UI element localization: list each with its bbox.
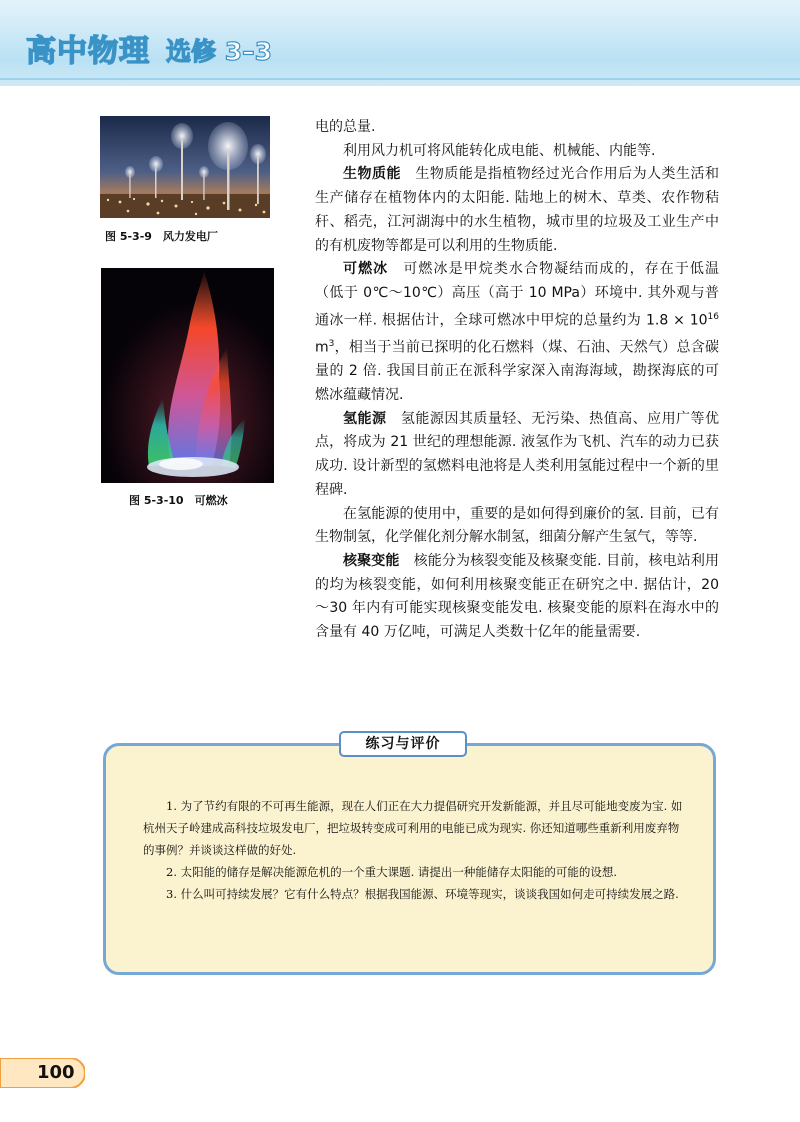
paragraph-biomass: 生物质能 生物质能是指植物经过光合作用后为人类生活和生产储存在植物体内的太阳能. 陆地上的树木、草类、农作物秸秆、稻壳，江河湖海中的水生植物，城市里的垃圾及工业生产中的有机废物等都是可以利用的生物质能.: [315, 166, 720, 254]
paragraph-fusion: 核聚变能 核能分为核裂变能及核聚变能. 目前，核电站利用的均为核裂变能，如何利用核聚变能正在研究之中. 据估计，20～30 年内有可能实现核聚变能发电. 核聚变能的原料在海水中的含量有 40 万亿吨，可满足人类数十亿年的能量需要.: [315, 552, 720, 641]
header-divider: [0, 78, 800, 80]
exercise-item: 3. 什么叫可持续发展？它有什么特点？根据我国能源、环境等现实，谈谈我国如何走可持续发展之路.: [166, 887, 679, 901]
term-fusion: 核聚变能: [343, 552, 400, 569]
wind-farm-photo: [100, 116, 270, 218]
paragraph-hydrogen: 氢能源 氢能源因其质量轻、无污染、热值高、应用广等优点，将成为 21 世纪的理想能源. 液氢作为飞机、汽车的动力已获成功. 设计新型的氢燃料电池将是人类利用氢能过程中一个新的里程碑.: [315, 410, 720, 498]
exercise-title: 练习与评价: [339, 731, 467, 757]
exercise-item: 2. 太阳能的储存是解决能源危机的一个重大课题. 请提出一种能储存太阳能的可能的设想.: [166, 865, 618, 879]
exercise-item: 1. 为了节约有限的不可再生能源，现在人们正在大力提倡研究开发新能源，并且尽可能地变废为宝. 如杭州天子岭建成高科技垃圾发电厂，把垃圾转变成可利用的电能已成为现实. 你还知道哪些重新利用废弃物的事例？并谈谈这样做的好处.: [143, 799, 683, 857]
figure-caption-ice: 图 5-3-10 可燃冰: [129, 494, 228, 507]
term-hydrogen: 氢能源: [343, 410, 387, 427]
page-header: [0, 0, 800, 86]
paragraph: 在氢能源的使用中，重要的是如何得到廉价的氢. 目前，已有生物制氢，化学催化剂分解水制氢，细菌分解产生氢气，等等.: [315, 505, 719, 546]
book-volume: 选修 3–3: [166, 37, 272, 66]
main-text: [315, 116, 719, 645]
term-combustible-ice: 可燃冰: [343, 261, 389, 278]
book-subject: 高中物理: [26, 34, 150, 69]
paragraph: 电的总量.: [315, 119, 376, 135]
page-number: 100: [37, 1062, 75, 1083]
paragraph-combustible-ice: 可燃冰 可燃冰是甲烷类水合物凝结而成的，存在于低温（低于 0℃～10℃）高压（高于 10 MPa）环境中. 其外观与普通冰一样. 根据估计，全球可燃冰中甲烷的总量约为 $1.8 \times 10^{16}$ $m^3$，相当于当前已探明的化石燃料（煤、石油、天然气）总含碳量的 2 倍. 我国目前正在派科学家深入南海海域，勘探海底的可燃冰蕴藏情况.: [315, 261, 719, 404]
figure-caption-wind: 图 5-3-9 风力发电厂: [105, 230, 218, 243]
exercise-list: [143, 795, 690, 905]
page-number-tab: [0, 1058, 85, 1088]
combustible-ice-photo: [101, 268, 274, 483]
term-biomass: 生物质能: [343, 166, 401, 183]
paragraph: 利用风力机可将风能转化成电能、机械能、内能等.: [343, 142, 656, 159]
